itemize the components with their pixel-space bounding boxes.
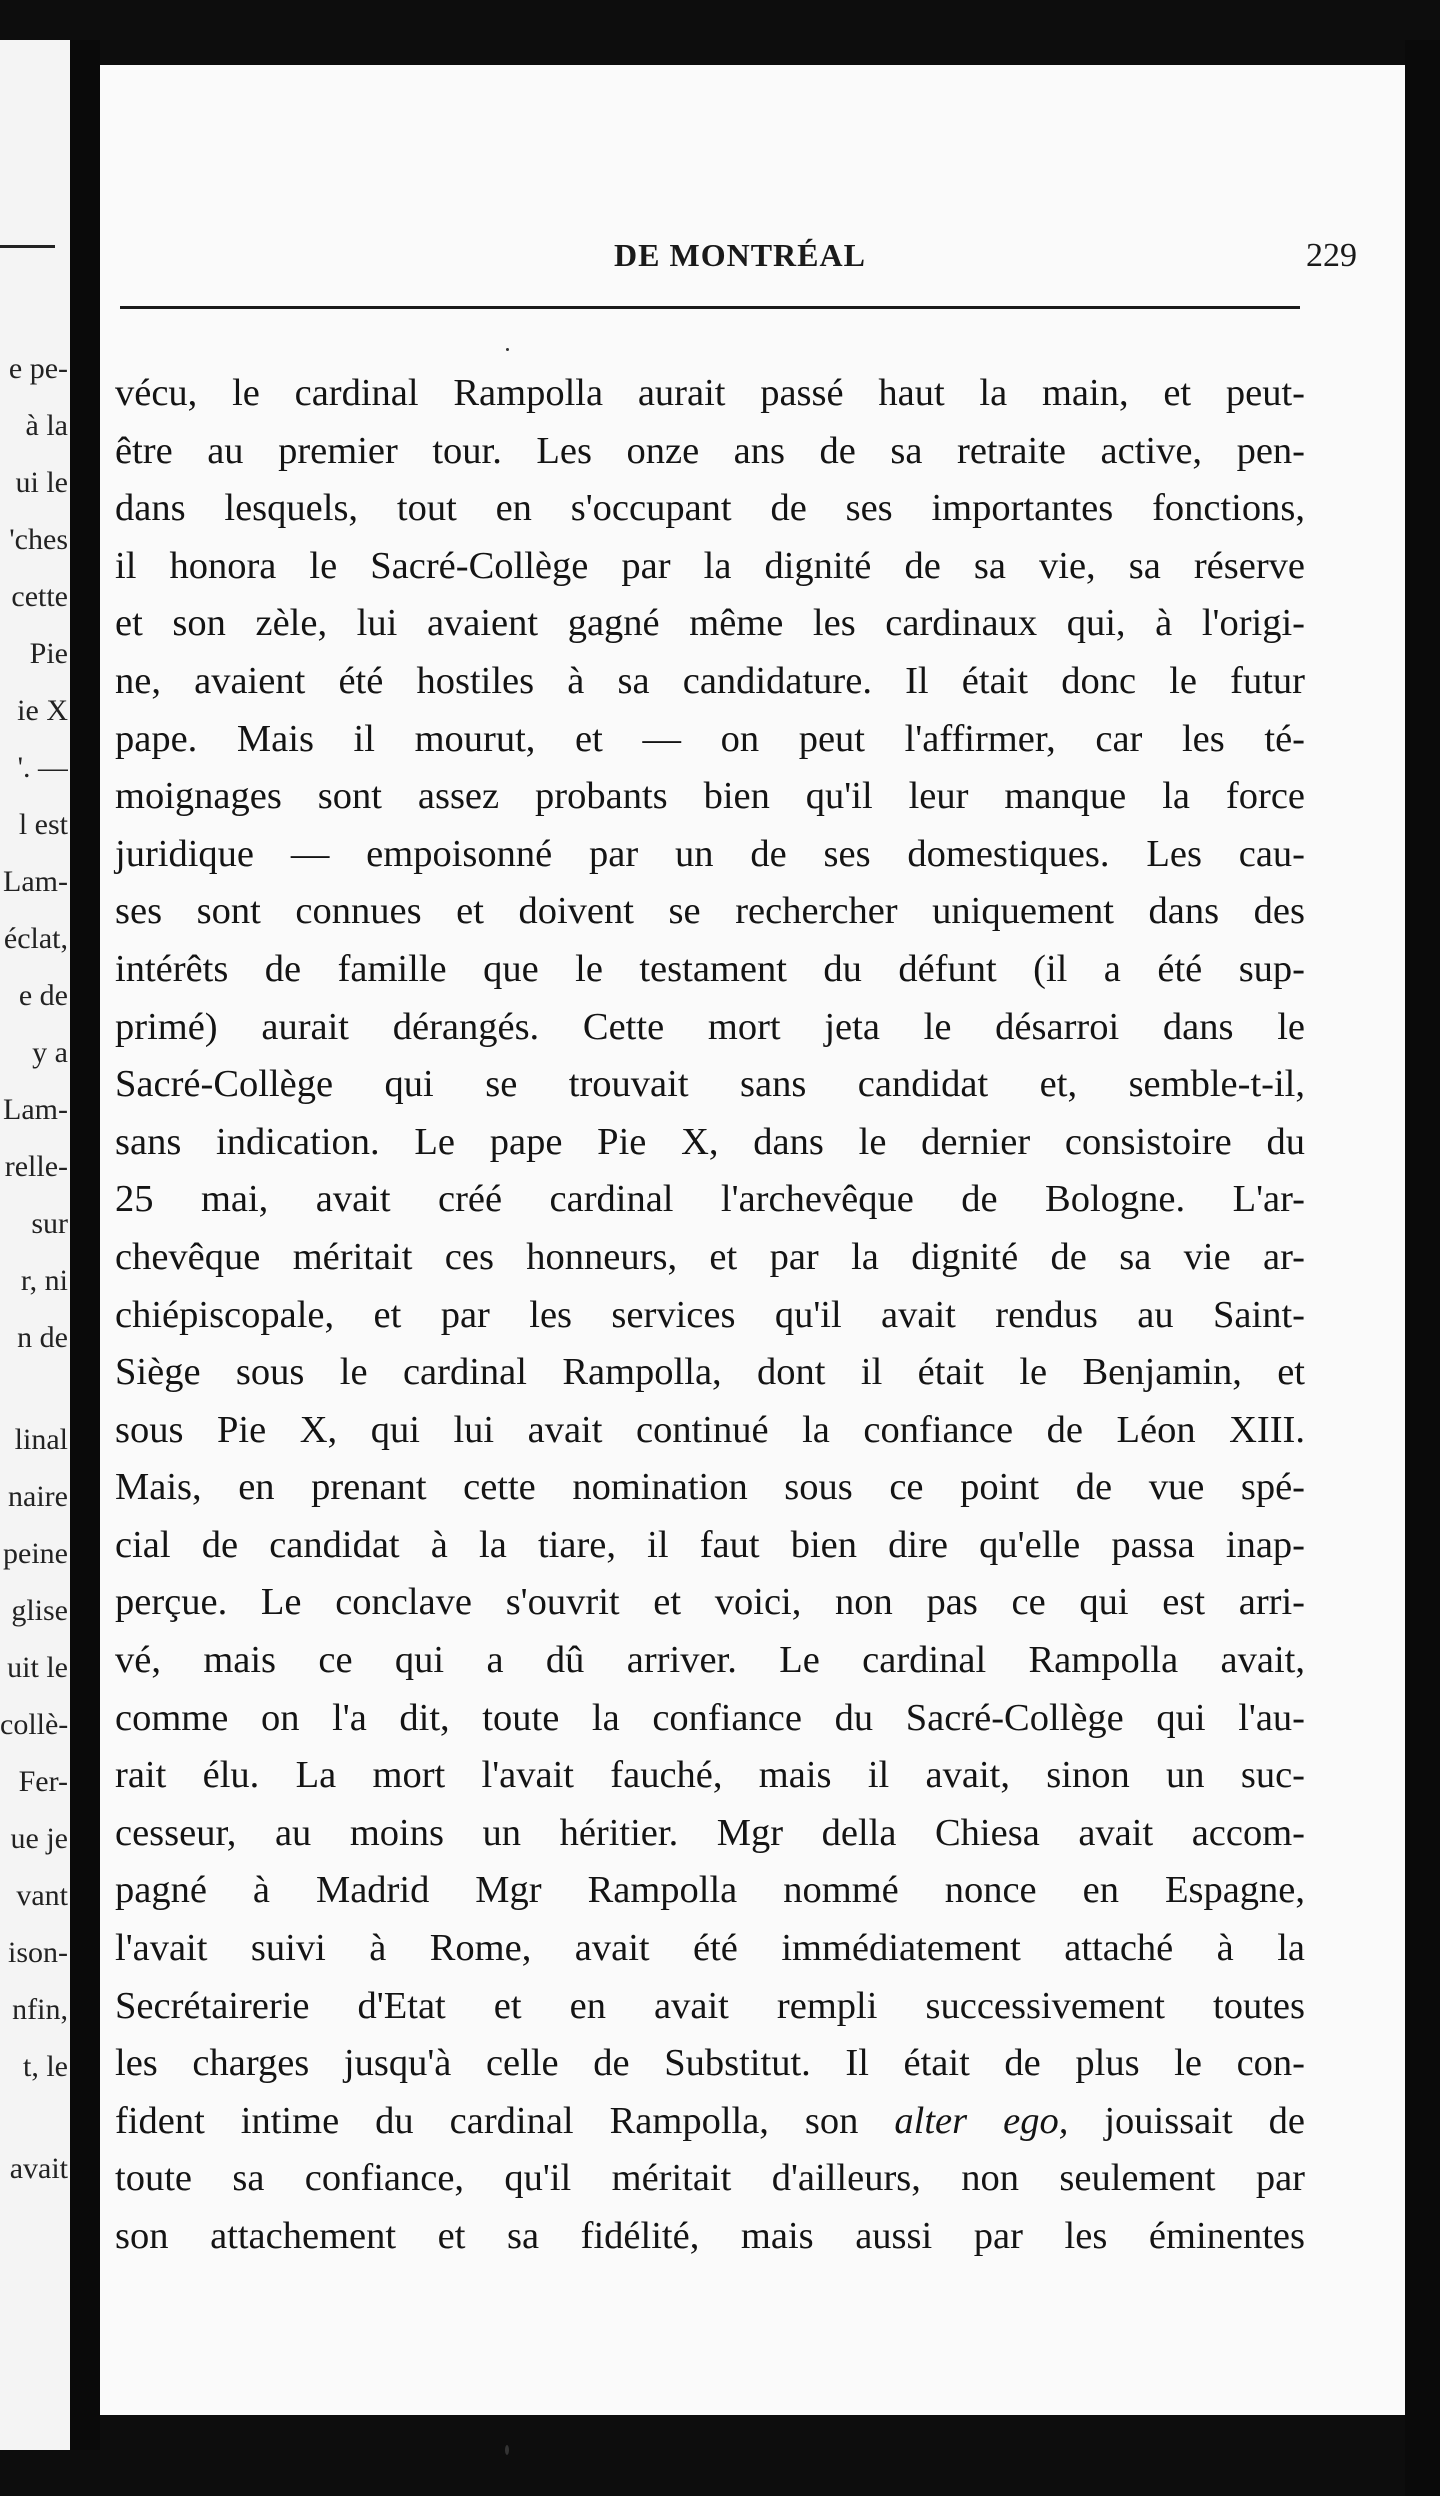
left-fragment-line: ue je [10, 1822, 68, 1855]
left-fragment-line: r, ni [20, 1264, 68, 1297]
body-line: Secrétairerie d'Etat et en avait rempli successivement toutes [115, 1984, 1305, 2027]
left-fragment-line: collè- [0, 1708, 68, 1741]
body-line: cesseur, au moins un héritier. Mgr della Chiesa avait accom- [115, 1811, 1305, 1854]
left-fragment-line: uit le [7, 1651, 68, 1684]
body-line: chevêque méritait ces honneurs, et par la dignité de sa vie ar- [115, 1235, 1305, 1278]
left-page-text-fragments [0, 340, 68, 2197]
left-fragment-line: vant [16, 1879, 68, 1912]
italic-phrase: alter ego, [894, 2099, 1069, 2142]
left-fragment-line: e pe- [8, 352, 68, 385]
left-fragment-line: Fer- [18, 1765, 68, 1798]
right-page-edge [1405, 40, 1440, 2496]
left-fragment-line: avait [9, 2152, 68, 2185]
body-line: 25 mai, avait créé cardinal l'archevêque de Bologne. L'ar- [115, 1178, 1305, 1221]
body-line: sans indication. Le pape Pie X, dans le dernier consistoire du [115, 1120, 1305, 1163]
scan-speck [506, 348, 509, 351]
header-rule [120, 306, 1300, 309]
body-line: Mais, en prenant cette nomination sous ce point de vue spé- [115, 1466, 1305, 1509]
left-fragment-line: sur [31, 1207, 68, 1240]
left-fragment-line: relle- [4, 1150, 68, 1183]
body-line: primé) aurait dérangés. Cette mort jeta le désarroi dans le [115, 1005, 1305, 1048]
body-line: cial de candidat à la tiare, il faut bien dire qu'elle passa inap- [115, 1523, 1305, 1566]
body-line: perçue. Le conclave s'ouvrit et voici, non pas ce qui est arri- [115, 1581, 1305, 1624]
scan-speck [505, 2445, 509, 2455]
left-fragment-line: e de [18, 979, 68, 1012]
body-line: ses sont connues et doivent se rechercher uniquement dans des [115, 890, 1305, 933]
body-line: vé, mais ce qui a dû arriver. Le cardinal Rampolla avait, [115, 1639, 1305, 1682]
body-line: pape. Mais il mourut, et — on peut l'affirmer, car les té- [115, 717, 1305, 760]
body-line-text: fident intime du cardinal Rampolla, son [115, 2099, 895, 2142]
body-line: ne, avaient été hostiles à sa candidature. Il était donc le futur [115, 659, 1305, 702]
body-line: et son zèle, lui avaient gagné même les cardinaux qui, à l'origi- [115, 602, 1305, 645]
left-fragment-line: glise [11, 1594, 68, 1627]
body-line: rait élu. La mort l'avait fauché, mais il avait, sinon un suc- [115, 1754, 1305, 1797]
body-line: il honora le Sacré-Collège par la dignité de sa vie, sa réserve [115, 544, 1305, 587]
running-head [100, 237, 1405, 287]
running-title: DE MONTRÉAL [614, 237, 866, 273]
body-line: sous Pie X, qui lui avait continué la confiance de Léon XIII. [115, 1408, 1305, 1451]
left-fragment-line: peine [3, 1537, 68, 1570]
left-fragment-line: l est [18, 808, 68, 841]
body-line: les charges jusqu'à celle de Substitut. Il était de plus le con- [115, 2042, 1305, 2085]
body-line: Siège sous le cardinal Rampolla, dont il était le Benjamin, et [115, 1351, 1305, 1394]
left-fragment-line: y a [32, 1036, 68, 1069]
left-fragment-line: linal [14, 1423, 68, 1456]
left-fragment-line: ie X [17, 694, 68, 727]
left-fragment-line: '. — [17, 751, 68, 784]
body-line: Sacré-Collège qui se trouvait sans candidat et, semble-t-il, [115, 1063, 1305, 1106]
body-line: dans lesquels, tout en s'occupant de ses importantes fonctions, [115, 487, 1305, 530]
body-line: être au premier tour. Les onze ans de sa retraite active, pen- [115, 429, 1305, 472]
left-fragment-line [0, 1366, 68, 1411]
body-line: intérêts de famille que le testament du défunt (il a été sup- [115, 947, 1305, 990]
left-fragment-line: éclat, [3, 922, 68, 955]
left-fragment-line: cette [11, 580, 68, 613]
body-line: comme on l'a dit, toute la confiance du Sacré-Collège qui l'au- [115, 1696, 1305, 1739]
left-fragment-line: t, le [23, 2050, 68, 2083]
body-line: juridique — empoisonné par un de ses domestiques. Les cau- [115, 832, 1305, 875]
left-fragment-line: 'ches [9, 523, 68, 556]
left-fragment-line: Lam- [3, 1093, 68, 1126]
body-text [115, 365, 1305, 2266]
page-number: 229 [1306, 237, 1357, 274]
left-fragment-line: n de [17, 1321, 68, 1354]
body-line-tail: jouissait de [1068, 2099, 1305, 2142]
left-fragment-line [0, 2095, 68, 2140]
body-line: toute sa confiance, qu'il méritait d'ailleurs, non seulement par [115, 2157, 1305, 2200]
left-fragment-line: nfin, [12, 1993, 68, 2026]
left-fragment-line: ison- [8, 1936, 68, 1969]
left-fragment-line: Lam- [3, 865, 68, 898]
body-line: pagné à Madrid Mgr Rampolla nommé nonce en Espagne, [115, 1869, 1305, 1912]
body-line [115, 2093, 1305, 2151]
left-fragment-line: ui le [15, 466, 68, 499]
left-page-head-rule [0, 245, 55, 248]
left-fragment-line: naire [8, 1480, 68, 1513]
body-line: moignages sont assez probants bien qu'il leur manque la force [115, 775, 1305, 818]
body-line: l'avait suivi à Rome, avait été immédiatement attaché à la [115, 1927, 1305, 1970]
body-line: vécu, le cardinal Rampolla aurait passé haut la main, et peut- [115, 372, 1305, 414]
book-gutter [70, 40, 100, 2450]
left-fragment-line: à la [25, 409, 68, 442]
body-line: chiépiscopale, et par les services qu'il avait rendus au Saint- [115, 1293, 1305, 1336]
left-facing-page-edge [0, 40, 70, 2450]
book-page [100, 65, 1405, 2415]
left-fragment-line: Pie [29, 637, 68, 670]
body-line: son attachement et sa fidélité, mais aussi par les éminentes [115, 2215, 1305, 2257]
